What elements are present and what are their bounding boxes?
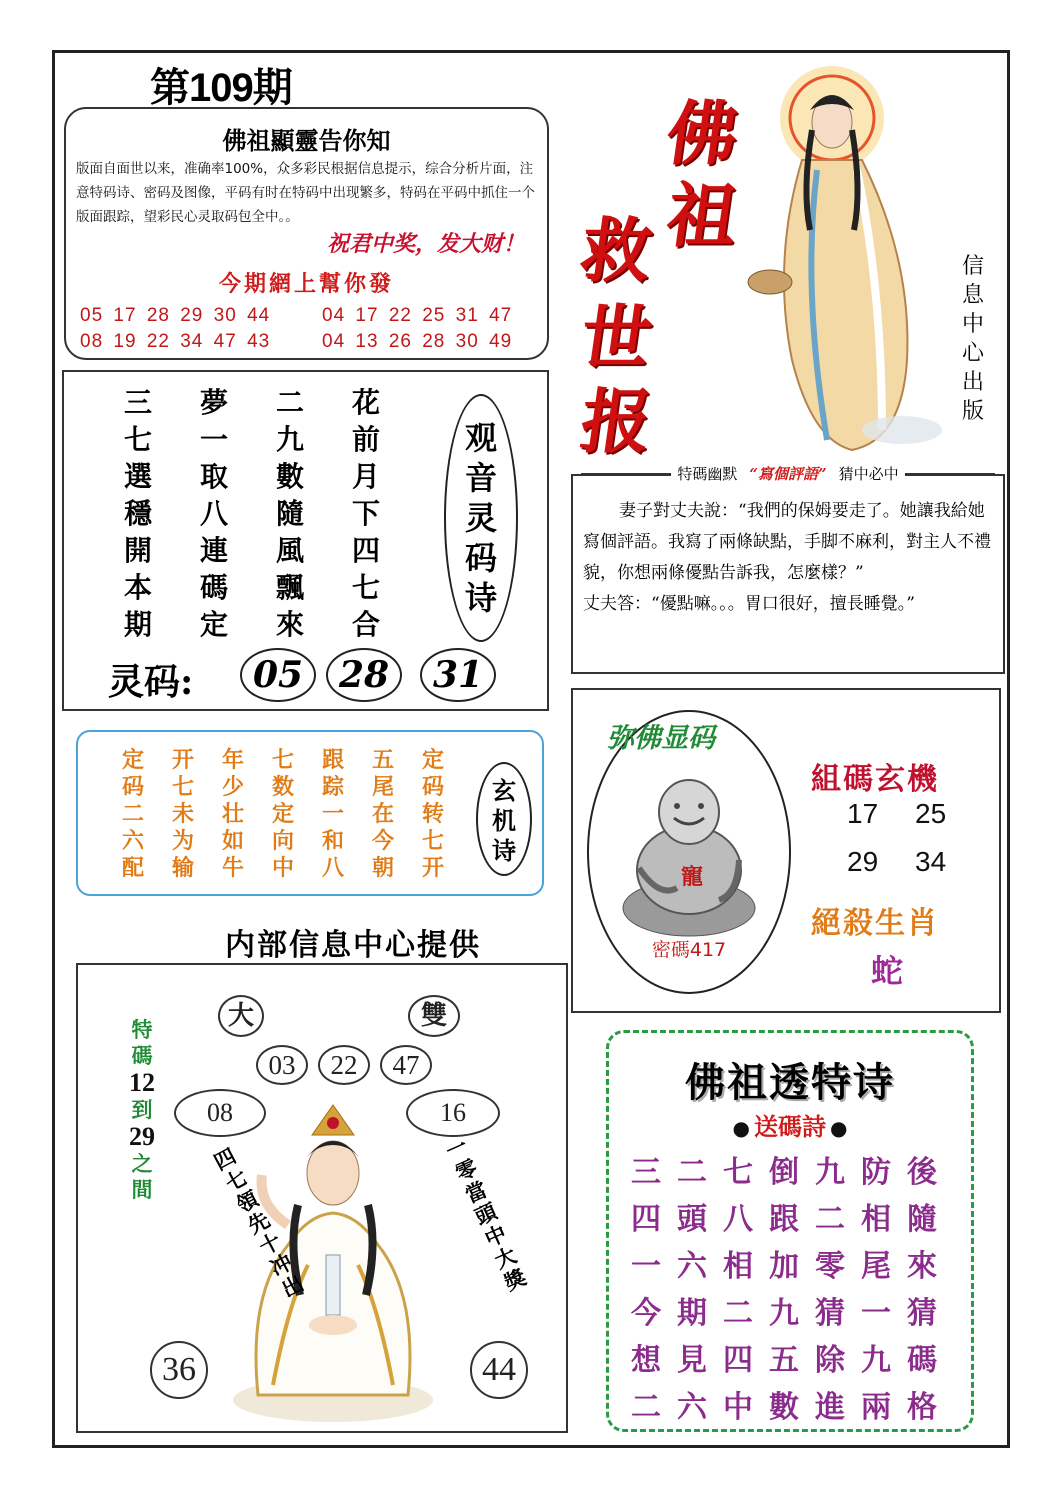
xuanji-char: 定 bbox=[422, 747, 445, 773]
guanyin-panel bbox=[76, 963, 568, 1433]
left-oval-number: 08 bbox=[174, 1089, 266, 1137]
poem-char: 九 bbox=[276, 423, 305, 456]
issue-number: 第109期 bbox=[150, 66, 292, 110]
xuanji-char: 尾 bbox=[372, 774, 395, 800]
lingma-label: 灵码: bbox=[108, 661, 194, 703]
tts-char: 隨 bbox=[907, 1202, 937, 1237]
tts-char: 三 bbox=[631, 1155, 661, 1190]
main-title-char: 佛 bbox=[661, 92, 744, 175]
top-number: 03 bbox=[256, 1045, 308, 1085]
buddha-oval bbox=[587, 710, 791, 994]
tts-char: 九 bbox=[769, 1296, 799, 1331]
zuma-number: 17 bbox=[847, 798, 879, 829]
tema-between: 間 bbox=[131, 1177, 153, 1202]
tts-char: 相 bbox=[861, 1202, 891, 1237]
poem-char: 飄 bbox=[276, 571, 305, 604]
number-row-1-right: 04 17 22 25 31 47 bbox=[322, 305, 513, 326]
zuma-number: 34 bbox=[915, 846, 947, 877]
tts-char: 兩 bbox=[861, 1390, 891, 1425]
poem-char: 穩 bbox=[124, 497, 153, 530]
xuanji-title: 玄机诗 bbox=[492, 776, 516, 865]
lingma-number: 05 bbox=[240, 648, 316, 702]
xuanji-char: 年 bbox=[222, 747, 245, 773]
tts-char: 數 bbox=[769, 1390, 799, 1425]
tts-char: 中 bbox=[723, 1390, 753, 1425]
xuanji-char: 配 bbox=[122, 855, 145, 881]
tema-to-label: 到 bbox=[131, 1097, 153, 1122]
jue-sha-value: 蛇 bbox=[871, 952, 904, 990]
tts-char: 七 bbox=[723, 1155, 753, 1190]
xuanji-char: 开 bbox=[422, 855, 445, 881]
joke-header-right: 猜中必中 bbox=[833, 463, 905, 484]
double-label: 雙 bbox=[408, 995, 460, 1037]
left-diagonal-text: 四七領先十冲出 bbox=[209, 1143, 308, 1303]
poem-char: 二 bbox=[276, 386, 305, 419]
publisher-char: 息 bbox=[961, 283, 984, 308]
xuanji-char: 一 bbox=[322, 801, 345, 827]
main-title-char: 世 bbox=[575, 296, 658, 379]
xuanji-char: 在 bbox=[372, 801, 395, 827]
poem-char: 四 bbox=[352, 534, 381, 567]
tts-char: 五 bbox=[769, 1343, 799, 1378]
zuma-number: 29 bbox=[847, 846, 879, 877]
xuanji-char: 踪 bbox=[322, 774, 345, 800]
xuanji-char: 牛 bbox=[222, 855, 245, 881]
joke-paragraph: 丈夫答：“優點嘛。。。胃口很好，擅長睡覺。” bbox=[583, 594, 915, 614]
poem-char: 隨 bbox=[276, 497, 305, 530]
tts-char: 一 bbox=[631, 1249, 661, 1284]
poem-char: 七 bbox=[352, 571, 381, 604]
xuanji-char: 八 bbox=[322, 855, 345, 881]
tts-char: 今 bbox=[631, 1296, 661, 1331]
tou-te-shi-box bbox=[606, 1030, 974, 1432]
tou-te-shi-title: 佛祖透特诗 bbox=[685, 1059, 895, 1106]
tts-char: 除 bbox=[815, 1343, 845, 1378]
mima-label: 密碼417 bbox=[651, 939, 727, 961]
poem-char: 八 bbox=[200, 497, 229, 530]
tts-char: 後 bbox=[907, 1155, 937, 1190]
joke-header bbox=[581, 463, 995, 484]
zuma-number: 25 bbox=[915, 798, 947, 829]
main-title-char: 报 bbox=[575, 380, 658, 463]
xuanji-char: 中 bbox=[272, 855, 295, 881]
help-title: 今期網上幫你發 bbox=[218, 271, 394, 297]
internal-source-label: 内部信息中心提供 bbox=[225, 928, 481, 963]
bullet-icon: ● bbox=[732, 1116, 750, 1140]
tts-char: 四 bbox=[631, 1202, 661, 1237]
xuanji-title-oval bbox=[476, 762, 532, 876]
tema-range bbox=[122, 1017, 162, 1203]
tts-char: 進 bbox=[815, 1390, 845, 1425]
xuanji-char: 跟 bbox=[322, 747, 345, 773]
number-row-2-left: 08 19 22 34 47 43 bbox=[80, 331, 271, 352]
poem-char: 期 bbox=[124, 608, 153, 641]
xuanji-char: 数 bbox=[272, 774, 295, 800]
tts-char: 加 bbox=[769, 1249, 799, 1284]
tema-between: 之 bbox=[131, 1151, 153, 1176]
tts-char: 來 bbox=[907, 1249, 937, 1284]
xuanji-char: 五 bbox=[372, 747, 395, 773]
top-number: 47 bbox=[380, 1045, 432, 1085]
tema-from: 12 bbox=[129, 1068, 155, 1097]
tts-char: 九 bbox=[815, 1155, 845, 1190]
tts-char: 六 bbox=[677, 1249, 707, 1284]
xuanji-char: 如 bbox=[222, 828, 245, 854]
poem-char: 夢 bbox=[200, 386, 229, 419]
tts-char: 想 bbox=[631, 1343, 661, 1378]
xuanji-char: 码 bbox=[122, 774, 145, 800]
main-title-char: 祖 bbox=[661, 174, 744, 257]
right-diagonal-text: 一零當頭中大獎 bbox=[441, 1132, 530, 1296]
tema-label: 碼 bbox=[131, 1043, 153, 1068]
right-oval-number: 16 bbox=[406, 1089, 500, 1137]
tts-char: 相 bbox=[723, 1249, 753, 1284]
xuanji-char: 和 bbox=[322, 828, 345, 854]
standing-guanyin-figure bbox=[732, 60, 952, 460]
joke-box bbox=[571, 465, 1005, 674]
xuanji-char: 少 bbox=[222, 774, 245, 800]
xuanji-char: 为 bbox=[172, 828, 195, 854]
publisher-char: 版 bbox=[961, 399, 984, 424]
poem-char: 風 bbox=[276, 534, 305, 567]
publisher-char: 信 bbox=[961, 254, 984, 279]
guanyin-poem-title: 观音灵码诗 bbox=[464, 419, 497, 617]
number-row-2-right: 04 13 26 28 30 49 bbox=[322, 331, 513, 352]
tts-char: 猜 bbox=[815, 1296, 845, 1331]
joke-body bbox=[583, 496, 995, 620]
notice-intro: 版面自面世以来，准确率100%，众多彩民根据信息提示，综合分析片面，注意特码诗、密码及图像，平码有时在特码中出现繁多，特码在平码中抓住一个版面跟踪，望彩民心灵取码包全中。。 bbox=[76, 161, 535, 225]
poem-char: 三 bbox=[124, 386, 153, 419]
xuanji-char: 壮 bbox=[222, 801, 245, 827]
poem-char: 合 bbox=[352, 608, 381, 641]
main-title-char: 救 bbox=[575, 209, 658, 292]
chong-char: 寵 bbox=[681, 864, 704, 890]
poem-char: 數 bbox=[276, 460, 305, 493]
header-rule bbox=[905, 473, 995, 475]
joke-header-title: “寫個評語” bbox=[743, 463, 832, 484]
tts-char: 零 bbox=[815, 1249, 845, 1284]
xuanji-char: 未 bbox=[172, 801, 195, 827]
publisher-label bbox=[958, 252, 988, 426]
number-row-1-left: 05 17 28 29 30 44 bbox=[80, 305, 271, 326]
xuanji-char: 转 bbox=[422, 801, 445, 827]
xuanji-char: 二 bbox=[122, 801, 145, 827]
poem-char: 一 bbox=[200, 423, 229, 456]
tts-char: 碼 bbox=[907, 1343, 937, 1378]
tts-char: 二 bbox=[631, 1390, 661, 1425]
bottom-left-number: 36 bbox=[150, 1341, 208, 1399]
notice-title: 佛祖顯靈告你知 bbox=[222, 126, 391, 155]
poem-char: 碼 bbox=[200, 571, 229, 604]
top-number: 22 bbox=[318, 1045, 370, 1085]
xuanji-char: 定 bbox=[272, 801, 295, 827]
tts-char: 倒 bbox=[769, 1155, 799, 1190]
xuanji-char: 六 bbox=[122, 828, 145, 854]
song-ma-shi bbox=[609, 1107, 971, 1142]
buddha-statue bbox=[619, 768, 759, 938]
tts-char: 二 bbox=[723, 1296, 753, 1331]
notice-box bbox=[64, 107, 549, 360]
poem-char: 取 bbox=[200, 460, 229, 493]
lingma-number: 31 bbox=[420, 648, 496, 702]
poem-char: 花 bbox=[352, 386, 381, 419]
xuanji-char: 向 bbox=[272, 828, 295, 854]
tts-char: 期 bbox=[677, 1296, 707, 1331]
joke-paragraph: 妻子對丈夫說：“我們的保姆要走了。她讓我給她寫個評語。我寫了兩條缺點，手脚不麻利，對主人不禮貌，你想兩條優點告訴我，怎麼樣？” bbox=[583, 501, 991, 583]
guanyin-poem-title-oval bbox=[444, 394, 518, 642]
publisher-char: 心 bbox=[961, 341, 984, 366]
tts-char: 八 bbox=[723, 1202, 753, 1237]
xuanji-poem-grid bbox=[122, 748, 472, 881]
xuanji-char: 输 bbox=[172, 855, 195, 881]
zuma-title: 組碼玄機 bbox=[811, 762, 939, 797]
buddha-box bbox=[571, 688, 1001, 1013]
bottom-right-number: 44 bbox=[470, 1341, 528, 1399]
poem-char: 前 bbox=[352, 423, 381, 456]
poem-char: 下 bbox=[352, 497, 381, 530]
tou-te-shi-grid bbox=[631, 1155, 953, 1426]
lingma-number: 28 bbox=[326, 648, 402, 702]
tts-char: 見 bbox=[677, 1343, 707, 1378]
poem-char: 定 bbox=[200, 608, 229, 641]
bullet-icon: ● bbox=[830, 1116, 848, 1140]
xuanji-char: 开 bbox=[172, 747, 195, 773]
poem-char: 七 bbox=[124, 423, 153, 456]
xuanji-char: 码 bbox=[422, 774, 445, 800]
tts-char: 跟 bbox=[769, 1202, 799, 1237]
tts-char: 尾 bbox=[861, 1249, 891, 1284]
tema-to: 29 bbox=[129, 1122, 155, 1151]
song-ma-shi-label: 送碼詩 bbox=[754, 1112, 826, 1141]
guanyin-poem-box bbox=[62, 370, 549, 711]
tts-char: 二 bbox=[677, 1155, 707, 1190]
poem-char: 開 bbox=[124, 534, 153, 567]
joke-header-left: 特碼幽默 bbox=[671, 463, 743, 484]
tts-char: 頭 bbox=[677, 1202, 707, 1237]
tts-char: 一 bbox=[861, 1296, 891, 1331]
xuanji-char: 朝 bbox=[372, 855, 395, 881]
xuanji-poem-box bbox=[76, 730, 544, 896]
header-rule bbox=[581, 473, 671, 475]
poem-char: 選 bbox=[124, 460, 153, 493]
tema-label: 特 bbox=[131, 1017, 153, 1042]
xuanji-char: 七 bbox=[422, 828, 445, 854]
tts-char: 六 bbox=[677, 1390, 707, 1425]
publisher-char: 中 bbox=[961, 312, 984, 337]
xuanji-char: 七 bbox=[272, 747, 295, 773]
guanyin-poem-grid bbox=[124, 388, 428, 640]
poem-char: 本 bbox=[124, 571, 153, 604]
big-label: 大 bbox=[218, 995, 264, 1037]
tts-char: 猜 bbox=[907, 1296, 937, 1331]
poem-char: 連 bbox=[200, 534, 229, 567]
buddha-arc-text: 弥佛显码 bbox=[607, 723, 715, 754]
tts-char: 格 bbox=[907, 1390, 937, 1425]
tts-char: 防 bbox=[861, 1155, 891, 1190]
jue-sha-title: 絕殺生肖 bbox=[811, 906, 939, 941]
xuanji-char: 今 bbox=[372, 828, 395, 854]
xuanji-char: 七 bbox=[172, 774, 195, 800]
tts-char: 四 bbox=[723, 1343, 753, 1378]
xuanji-char: 定 bbox=[122, 747, 145, 773]
tts-char: 九 bbox=[861, 1343, 891, 1378]
publisher-char: 出 bbox=[961, 370, 984, 395]
tts-char: 二 bbox=[815, 1202, 845, 1237]
poem-char: 來 bbox=[276, 608, 305, 641]
guanyin-figure bbox=[228, 1095, 438, 1425]
poem-char: 月 bbox=[352, 460, 381, 493]
notice-wish: 祝君中奖，发大财！ bbox=[326, 231, 525, 257]
